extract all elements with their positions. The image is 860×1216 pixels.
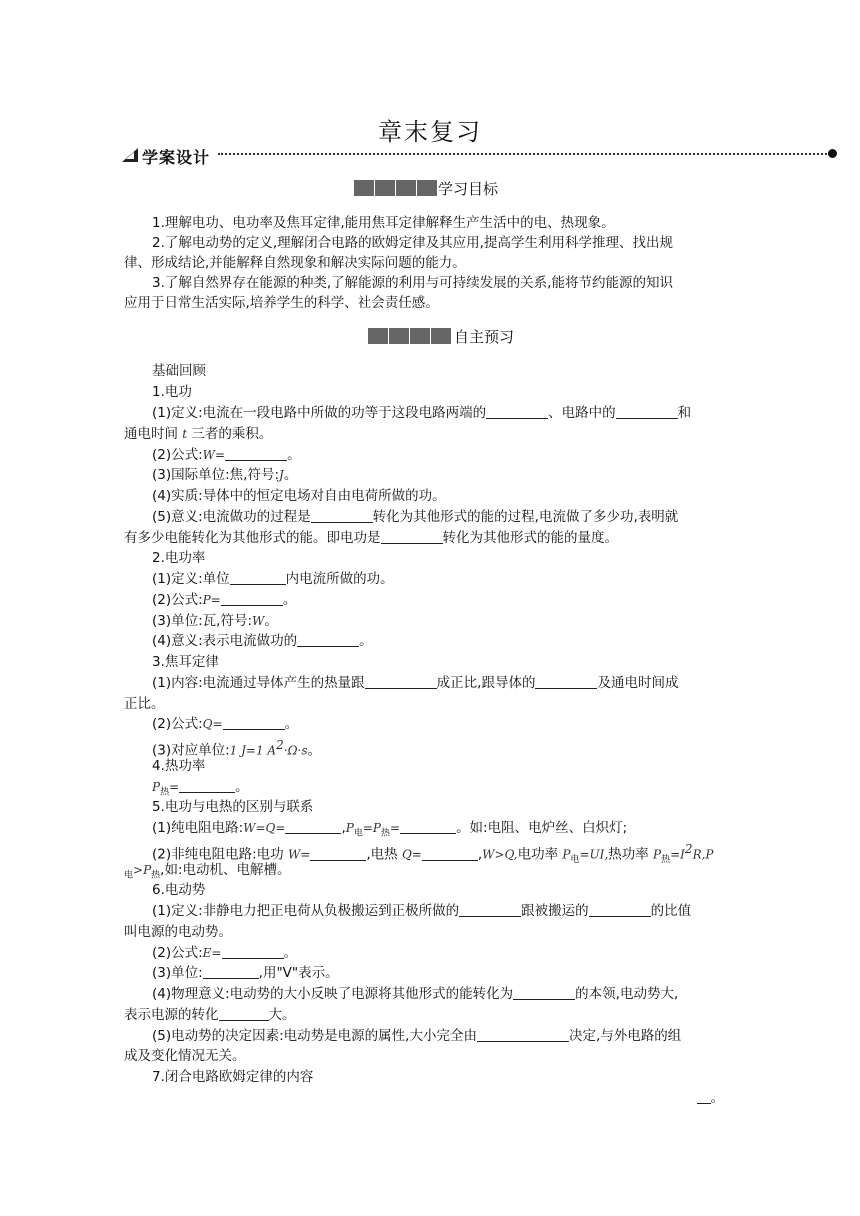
s1-title: 1.电功 (152, 384, 192, 400)
banner-end-dot-icon (828, 149, 837, 158)
fill-blank (365, 674, 437, 689)
text: 。 (710, 1090, 724, 1106)
text: 三者的乘积。 (187, 426, 273, 442)
s1-line-e: (4)实质:导体中的恒定电场对自由电荷所做的功。 (152, 488, 446, 504)
section-title-objectives: 学习目标 (438, 180, 499, 198)
s1-line-g (124, 528, 738, 548)
text: (2)公式: (152, 716, 203, 732)
text: , (477, 846, 483, 863)
section-title-preview: 自主预习 (454, 328, 515, 346)
objective-2: 2.了解电动势的定义,理解闭合电路的欧姆定律及其应用,提高学生利用科学推理、找出规 (152, 235, 673, 251)
fill-blank (221, 591, 283, 606)
text: 。 (359, 633, 373, 649)
fill-blank (219, 1006, 269, 1021)
symbol: = (169, 780, 180, 794)
symbol: R,P (692, 847, 714, 862)
symbol: 热 (380, 828, 390, 839)
text: 决定,与外电路的组 (568, 1028, 682, 1044)
text: 转化为其他形式的能的量度。 (442, 530, 618, 546)
s6-line-a (124, 901, 766, 921)
s6-line-f (124, 1005, 738, 1025)
fill-blank (310, 846, 366, 861)
symbol: P (562, 847, 571, 862)
text: (4)意义:表示电流做功的 (152, 633, 298, 649)
fill-blank (223, 715, 285, 730)
symbol: J (279, 468, 284, 482)
symbol: Q= (202, 717, 223, 731)
text: 。 (283, 467, 298, 483)
fill-blank (381, 529, 443, 544)
text: (2)公式: (152, 592, 203, 608)
section-blocks-icon (368, 328, 451, 344)
text: 和 (677, 405, 692, 421)
section-banner (122, 145, 838, 165)
fill-blank (589, 902, 651, 917)
fill-blank (225, 446, 287, 461)
text: 有多少电能转化为其他形式的能。即电功是 (124, 530, 381, 546)
symbol: W= (202, 448, 226, 462)
symbol: W>Q, (482, 847, 518, 862)
section-head-preview (368, 326, 528, 346)
fill-blank (513, 985, 575, 1000)
objective-3-cont: 应用于日常生活实际,培养学生的科学、社会责任感。 (124, 295, 439, 311)
text: 及通电时间成 (597, 675, 679, 691)
text: 大。 (268, 1007, 296, 1023)
text: 。如:电阻、电炉丝、白炽灯; (456, 820, 628, 836)
objective-3: 3.了解自然界存在能源的种类,了解能源的利用与可持续发展的关系,能将节约能源的知识 (152, 275, 673, 291)
fill-blank (422, 846, 478, 861)
text: 转化为其他形式的能的过程,电流做了多少功,表明就 (372, 509, 679, 525)
symbol: P (345, 821, 354, 835)
text: (3)单位:瓦,符号: (152, 613, 253, 629)
symbol: 电 (124, 870, 134, 881)
s7-title: 7.闭合电路欧姆定律的内容 (152, 1069, 314, 1085)
text: (3)单位: (152, 965, 203, 981)
text: 通电时间 (124, 426, 183, 442)
text: 。 (283, 945, 297, 961)
text: , (341, 820, 346, 836)
objective-2-cont: 律、形成结论,并能解释自然现象和解决实际问题的能力。 (124, 255, 466, 271)
text: (2)公式: (152, 945, 203, 961)
fill-blank (285, 819, 341, 834)
symbol: ·Ω·s (283, 743, 308, 758)
s6-line-b: 叫电源的电动势。 (124, 924, 232, 940)
symbol: Q= (401, 847, 422, 862)
symbol: =P (362, 821, 381, 835)
fill-blank (477, 1027, 569, 1042)
symbol: 1 J=1 A (229, 743, 277, 758)
symbol: W=Q= (243, 821, 286, 835)
fill-blank (400, 819, 456, 834)
text: 的比值 (650, 903, 692, 919)
s4-title: 4.热功率 (152, 758, 206, 774)
text: 表示电源的转化 (124, 1007, 219, 1023)
symbol: 热 (661, 855, 671, 866)
review-heading: 基础回顾 (152, 363, 206, 379)
s3-line-a (124, 673, 766, 693)
symbol: P (653, 847, 662, 862)
s6-line-e (124, 984, 766, 1004)
fill-blank (222, 944, 284, 959)
text: (2)非纯电阻电路:电功 (152, 846, 288, 863)
text: (4)物理意义:电动势的大小反映了电源将其他形式的能转化为 (152, 986, 514, 1002)
s6-line-h: 成及变化情况无关。 (124, 1048, 246, 1064)
symbol: t (182, 427, 188, 441)
text: (1)定义:非静电力把正电荷从负极搬运到正极所做的 (152, 903, 460, 919)
s2-line-a (124, 569, 766, 589)
fill-blank (311, 508, 373, 523)
s1-line-c (124, 445, 766, 465)
text: 。 (287, 447, 301, 463)
s1-line-a (124, 403, 766, 423)
text: (3)国际单位:焦,符号: (152, 467, 280, 483)
section-head-objectives (354, 178, 514, 198)
text: 的本领,电动势大, (575, 986, 679, 1002)
s6-line-d (124, 963, 766, 983)
symbol: = (390, 821, 401, 835)
symbol: 电 (353, 828, 363, 839)
text: 。 (282, 592, 297, 608)
section-blocks-icon (354, 180, 437, 196)
symbol: =UI, (579, 847, 609, 862)
text: 。 (307, 742, 321, 759)
s3-line-c (124, 714, 766, 734)
text: (1)定义:单位 (152, 571, 230, 587)
fill-blank (535, 674, 597, 689)
text: 。 (264, 613, 278, 629)
text: ,电热 (366, 846, 402, 863)
banner-label: 学案设计 (142, 148, 211, 167)
fill-blank (297, 632, 359, 647)
banner-dotted-line (218, 153, 830, 155)
fill-blank (179, 778, 235, 793)
page-title: 章末复习 (378, 118, 482, 146)
s2-title: 2.电功率 (152, 550, 206, 566)
fill-blank (203, 964, 259, 979)
s3-title: 3.焦耳定律 (152, 654, 219, 670)
symbol: W (252, 614, 265, 628)
symbol: P= (202, 593, 221, 607)
fill-blank (459, 902, 521, 917)
symbol: 热 (151, 870, 161, 881)
symbol: =I (670, 847, 685, 862)
s6-line-c (124, 943, 766, 963)
s2-line-d (124, 631, 766, 651)
text: 成正比,跟导体的 (436, 675, 536, 691)
text: 内电流所做的功。 (285, 571, 394, 587)
fill-blank (230, 570, 286, 585)
text: 、电路中的 (548, 405, 616, 421)
symbol: 电 (570, 855, 580, 866)
s1-line-d (124, 465, 766, 485)
text: 电功率 (517, 846, 563, 863)
banner-triangle-inner (126, 152, 134, 159)
fill-blank (697, 1089, 711, 1104)
text: 。 (284, 716, 299, 732)
s2-line-b (124, 590, 766, 610)
text: (5)电动势的决定因素:电动势是电源的属性,大小完全由 (152, 1028, 477, 1044)
symbol: 2 (684, 842, 693, 856)
text: (5)意义:电流做功的过程是 (152, 509, 311, 525)
s7-line-tail (124, 1088, 724, 1108)
symbol: 热 (160, 787, 170, 798)
s6-line-g (124, 1026, 766, 1046)
text: (3)对应单位: (152, 742, 230, 759)
symbol: 2 (276, 738, 284, 752)
fill-blank (486, 404, 548, 419)
fill-blank (616, 404, 678, 419)
s1-line-b (124, 424, 738, 444)
text: (1)纯电阻电路: (152, 820, 244, 836)
text: 热功率 (608, 846, 654, 863)
s1-line-f (124, 507, 766, 527)
symbol: >P (133, 863, 152, 877)
text: 。 (235, 779, 249, 795)
symbol: P (152, 780, 161, 794)
text: ,用"V"表示。 (258, 965, 339, 981)
s3-line-b: 正比。 (124, 696, 165, 712)
objective-1: 1.理解电功、电功率及焦耳定律,能用焦耳定律解释生产生活中的电、热现象。 (152, 215, 615, 231)
s6-title: 6.电动势 (152, 882, 206, 898)
s2-line-c (124, 611, 766, 631)
text: 跟被搬运的 (521, 903, 589, 919)
symbol: W= (287, 847, 311, 862)
text: ,如:电动机、电解槽。 (160, 862, 291, 878)
text: (1)内容:电流通过导体产生的热量跟 (152, 675, 365, 691)
s5-title: 5.电功与电热的区别与联系 (152, 799, 314, 815)
text: (1)定义:电流在一段电路中所做的功等于这段电路两端的 (152, 405, 487, 421)
text: (2)公式: (152, 447, 203, 463)
symbol: E= (202, 946, 222, 960)
